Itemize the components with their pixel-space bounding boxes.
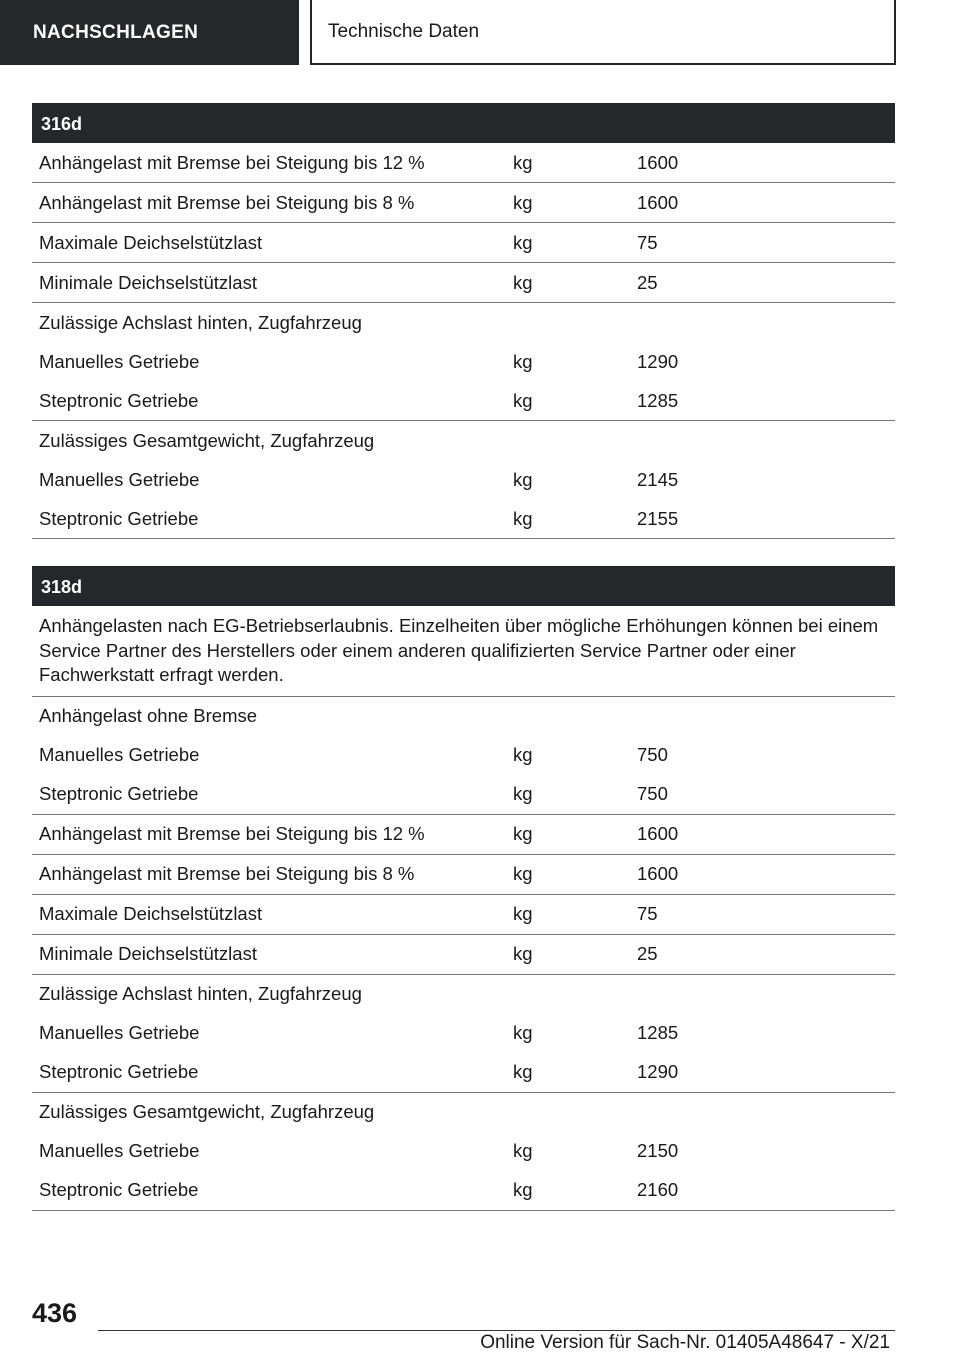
footer-divider bbox=[98, 1330, 895, 1331]
table-group-heading bbox=[32, 697, 895, 736]
table-row bbox=[32, 1132, 895, 1171]
table-row bbox=[32, 1171, 895, 1211]
row-unit: kg bbox=[513, 468, 533, 490]
row-unit: kg bbox=[513, 507, 533, 529]
header-chapter-label: Technische Daten bbox=[328, 20, 480, 42]
row-unit: kg bbox=[513, 744, 533, 765]
page-number: 436 bbox=[32, 1298, 78, 1328]
row-unit: kg bbox=[513, 943, 533, 964]
row-label: Maximale Deichselstützlast bbox=[39, 231, 263, 253]
row-label: Anhängelast mit Bremse bei Steigung bis 12 % bbox=[39, 823, 425, 844]
row-value: 1600 bbox=[637, 823, 679, 844]
row-label: Manuelles Getriebe bbox=[39, 744, 200, 765]
table-row bbox=[32, 855, 895, 895]
table-row bbox=[32, 935, 895, 975]
row-value: 75 bbox=[637, 231, 658, 253]
row-label: Zulässige Achslast hinten, Zugfahrzeug bbox=[39, 311, 362, 333]
table-row bbox=[32, 143, 895, 183]
row-label: Manuelles Getriebe bbox=[39, 1022, 200, 1043]
table-row bbox=[32, 736, 895, 775]
table-group-heading bbox=[32, 975, 895, 1014]
row-value: 2145 bbox=[637, 468, 679, 490]
row-label: Steptronic Getriebe bbox=[39, 507, 199, 529]
row-label: Steptronic Getriebe bbox=[39, 1061, 199, 1082]
row-label: Minimale Deichselstützlast bbox=[39, 943, 257, 964]
row-value: 25 bbox=[637, 271, 658, 293]
spec-table-316d bbox=[32, 103, 895, 539]
row-value: 1600 bbox=[637, 151, 679, 173]
row-unit: kg bbox=[513, 350, 533, 372]
row-label: Manuelles Getriebe bbox=[39, 468, 200, 490]
row-label: Zulässige Achslast hinten, Zugfahrzeug bbox=[39, 983, 362, 1004]
header-chapter-tab bbox=[310, 0, 896, 65]
row-unit: kg bbox=[513, 389, 533, 411]
row-label: Minimale Deichselstützlast bbox=[39, 271, 257, 293]
row-unit: kg bbox=[513, 1140, 533, 1161]
row-unit: kg bbox=[513, 231, 533, 253]
row-value: 75 bbox=[637, 903, 658, 924]
table-row bbox=[32, 1014, 895, 1053]
table-row bbox=[32, 499, 895, 539]
row-label: Manuelles Getriebe bbox=[39, 1140, 200, 1161]
row-value: 1600 bbox=[637, 863, 679, 884]
table-row bbox=[32, 1053, 895, 1093]
row-label: Steptronic Getriebe bbox=[39, 1179, 199, 1200]
row-value: 1290 bbox=[637, 1061, 679, 1082]
row-value: 25 bbox=[637, 943, 658, 964]
row-unit: kg bbox=[513, 863, 533, 884]
row-label: Manuelles Getriebe bbox=[39, 350, 200, 372]
row-label: Anhängelast mit Bremse bei Steigung bis 12 % bbox=[39, 151, 425, 173]
row-value: 750 bbox=[637, 783, 668, 804]
row-unit: kg bbox=[513, 903, 533, 924]
row-label: Zulässiges Gesamtgewicht, Zugfahrzeug bbox=[39, 429, 375, 451]
row-value: 1290 bbox=[637, 350, 679, 372]
row-label: Anhängelast ohne Bremse bbox=[39, 705, 258, 726]
table-title-316d: 316d bbox=[32, 103, 895, 143]
row-value: 2155 bbox=[637, 507, 679, 529]
row-label: Anhängelast mit Bremse bei Steigung bis 8 % bbox=[39, 191, 415, 213]
row-label: Anhängelast mit Bremse bei Steigung bis 8 % bbox=[39, 863, 415, 884]
row-unit: kg bbox=[513, 1061, 533, 1082]
table-group-heading bbox=[32, 303, 895, 342]
row-label: Steptronic Getriebe bbox=[39, 783, 199, 804]
row-unit: kg bbox=[513, 1022, 533, 1043]
table-row bbox=[32, 223, 895, 263]
row-unit: kg bbox=[513, 783, 533, 804]
table-note: Anhängelasten nach EG-Betriebserlaubnis. Einzelheiten über mögliche Erhöhungen können bei einem Service Partner des Herstellers oder einem anderen qualifizierten Service Partner oder einer Fachwerkstatt erfragt werden. bbox=[32, 606, 895, 697]
table-row bbox=[32, 775, 895, 815]
table-row bbox=[32, 815, 895, 855]
row-unit: kg bbox=[513, 1179, 533, 1200]
row-value: 1600 bbox=[637, 191, 679, 213]
row-value: 1285 bbox=[637, 1022, 679, 1043]
table-row bbox=[32, 381, 895, 421]
row-unit: kg bbox=[513, 191, 533, 213]
row-unit: kg bbox=[513, 151, 533, 173]
table-row bbox=[32, 263, 895, 303]
table-row bbox=[32, 342, 895, 381]
table-row bbox=[32, 895, 895, 935]
table-row bbox=[32, 460, 895, 499]
row-label: Zulässiges Gesamtgewicht, Zugfahrzeug bbox=[39, 1101, 375, 1122]
row-value: 750 bbox=[637, 744, 668, 765]
header-section-label: NACHSCHLAGEN bbox=[33, 21, 199, 43]
row-label: Steptronic Getriebe bbox=[39, 389, 199, 411]
row-value: 2160 bbox=[637, 1179, 679, 1200]
table-group-heading bbox=[32, 1093, 895, 1132]
header-section-tab bbox=[0, 0, 299, 65]
table-title-318d: 318d bbox=[32, 566, 895, 606]
footer-online-version: Online Version für Sach-Nr. 01405A48647 - X/21 bbox=[480, 1332, 890, 1353]
spec-table-318d bbox=[32, 566, 895, 1211]
table-row bbox=[32, 183, 895, 223]
row-value: 2150 bbox=[637, 1140, 679, 1161]
row-label: Maximale Deichselstützlast bbox=[39, 903, 263, 924]
row-unit: kg bbox=[513, 823, 533, 844]
row-value: 1285 bbox=[637, 389, 679, 411]
table-group-heading bbox=[32, 421, 895, 460]
row-unit: kg bbox=[513, 271, 533, 293]
